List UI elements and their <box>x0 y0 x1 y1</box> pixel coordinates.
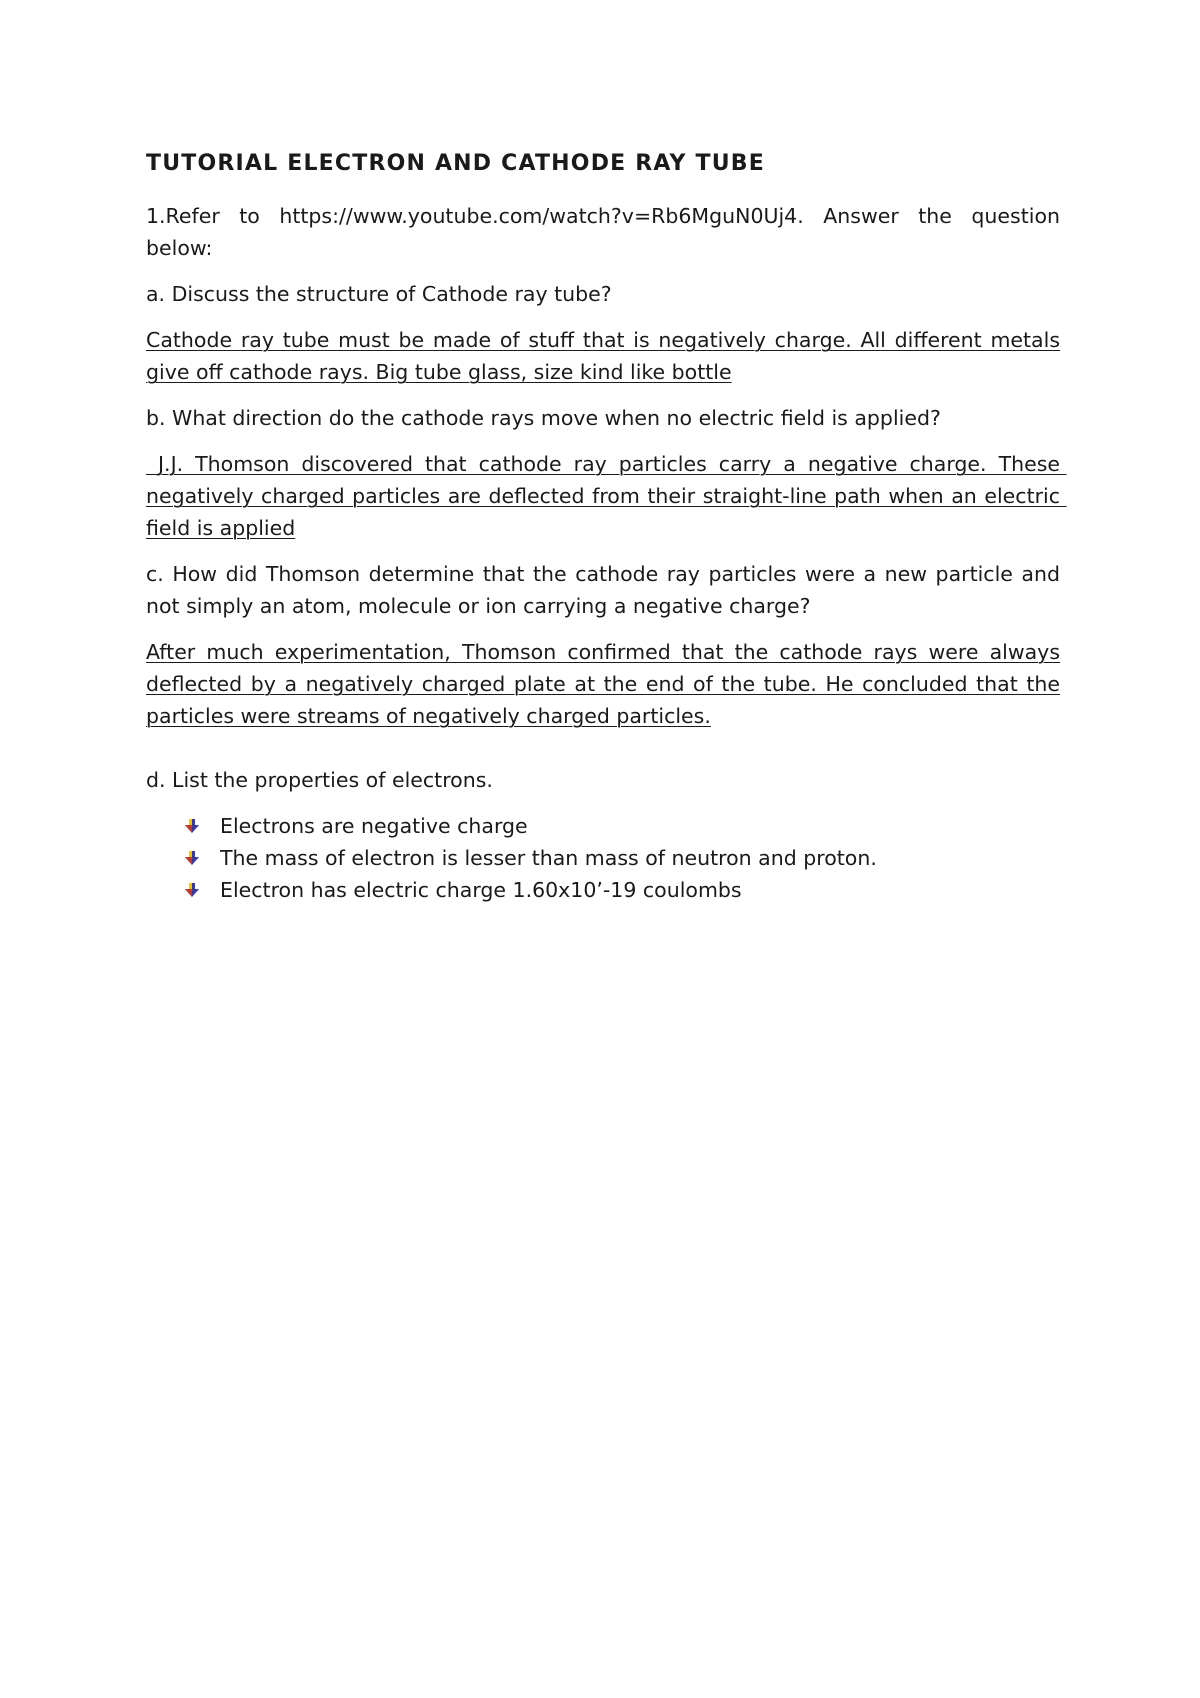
list-item <box>184 810 1060 842</box>
blank-line <box>146 732 1060 764</box>
list-item-text: The mass of electron is lesser than mass of neutron and proton. <box>220 846 877 870</box>
arrow-bullet-icon <box>184 850 200 866</box>
list-item-text: Electrons are negative charge <box>220 814 528 838</box>
answer-b: J.J. Thomson discovered that cathode ray particles carry a negative charge. These negatively charged particles are deflected from their straight-line path when an electric field is applied <box>146 452 1067 540</box>
question-d: d. List the properties of electrons. <box>146 768 493 792</box>
answer-c: After much experimentation, Thomson confirmed that the cathode rays were always deflected by a negatively charged plate at the end of the tube. He concluded that the particles were streams of negatively charged particles. <box>146 640 1060 728</box>
arrow-bullet-icon <box>184 818 200 834</box>
question-c: c. How did Thomson determine that the cathode ray particles were a new particle and not simply an atom, molecule or ion carrying a negative charge? <box>146 562 1060 618</box>
electron-properties-list <box>146 810 1060 906</box>
list-item <box>184 842 1060 874</box>
list-item-text: Electron has electric charge 1.60x10’-19 coulombs <box>220 878 742 902</box>
answer-a: Cathode ray tube must be made of stuff that is negatively charge. All different metals give off cathode rays. Big tube glass, size kind like bottle <box>146 328 1060 384</box>
arrow-bullet-icon <box>184 882 200 898</box>
document-title: TUTORIAL ELECTRON AND CATHODE RAY TUBE <box>146 151 765 176</box>
question-a: a. Discuss the structure of Cathode ray tube? <box>146 282 612 306</box>
question-b: b. What direction do the cathode rays move when no electric field is applied? <box>146 406 941 430</box>
document-page <box>146 150 1067 906</box>
list-item <box>184 874 1060 906</box>
intro-paragraph: 1.Refer to https://www.youtube.com/watch?v=Rb6MguN0Uj4. Answer the question below: <box>146 204 1060 260</box>
